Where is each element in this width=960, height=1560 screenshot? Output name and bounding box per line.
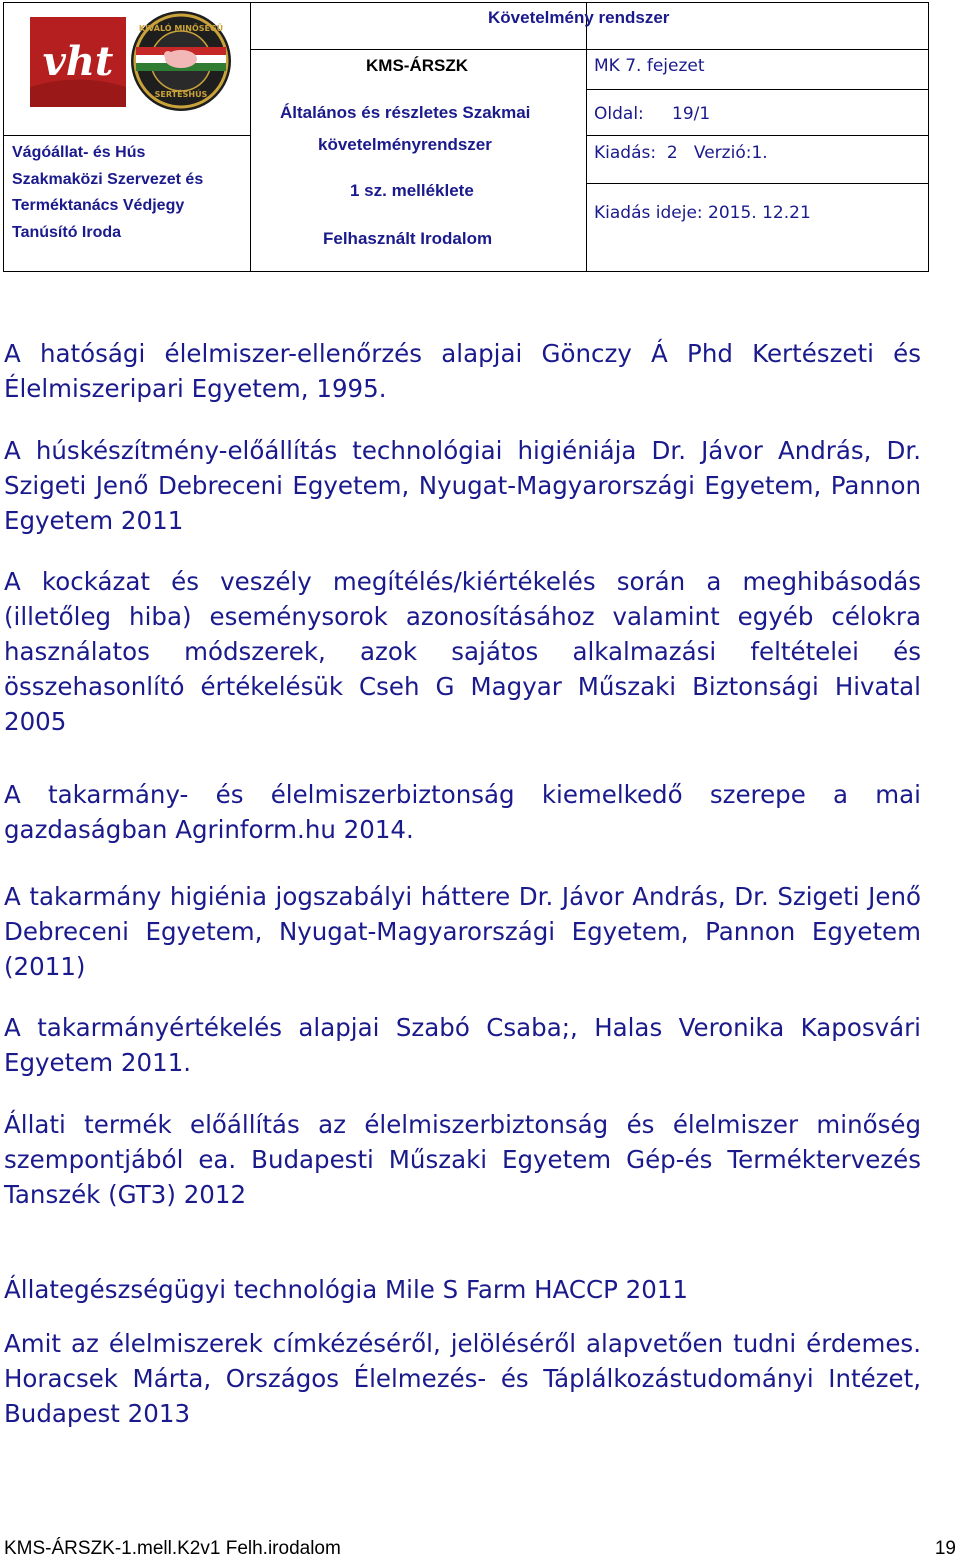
logo-text: vht bbox=[42, 38, 114, 85]
header-divider bbox=[586, 183, 928, 184]
quality-seal-logo bbox=[128, 9, 234, 113]
org-line: Tanúsító Iroda bbox=[12, 223, 122, 241]
header-top-title: Követelmény rendszer bbox=[488, 8, 670, 27]
footer-page-number: 19 bbox=[934, 1538, 956, 1559]
reference-item: A hatósági élelmiszer-ellenőrzés alapjai Gönczy Á Phd Kertészeti és Élelmiszeripari Egyetem, 1995. bbox=[4, 339, 921, 403]
header-annex: 1 sz. melléklete bbox=[350, 181, 474, 200]
reference-item: Amit az élelmiszerek címkézéséről, jelöléséről alapvetően tudni érdemes. Horacsek Márta, Országos Élelmezés- és Táplálkozástudományi Intézet, Budapest 2013 bbox=[4, 1329, 921, 1428]
organization-name bbox=[12, 140, 203, 246]
reference-item: Állati termék előállítás az élelmiszerbiztonság és élelmiszer minőség szempontjából ea. Budapesti Műszaki Egyetem Gép-és Terméktervezés Tanszék (GT3) 2012 bbox=[4, 1110, 921, 1209]
reference-item: Állategészségügyi technológia Mile S Farm HACCP 2011 bbox=[4, 1275, 689, 1304]
header-divider bbox=[586, 135, 928, 136]
header-divider bbox=[250, 3, 251, 271]
header-chapter: MK 7. fejezet bbox=[594, 56, 705, 76]
vht-logo bbox=[30, 17, 126, 107]
header-code: KMS-ÁRSZK bbox=[366, 56, 468, 75]
seal-text-bottom: SERTÉSHÚS bbox=[154, 90, 208, 99]
header-divider bbox=[4, 135, 250, 136]
seal-text-top: KIVÁLÓ MINŐSÉGŰ bbox=[138, 24, 224, 33]
header-page-label: Oldal: bbox=[594, 104, 644, 124]
header-page-value: 19/1 bbox=[672, 104, 711, 124]
header-issue-date: Kiadás ideje: 2015. 12.21 bbox=[594, 203, 811, 223]
reference-item: A takarmány- és élelmiszerbiztonság kiemelkedő szerepe a mai gazdaságban Agrinform.hu 2014. bbox=[4, 780, 921, 844]
document-header bbox=[3, 2, 929, 272]
header-doc-title-line1: Általános és részletes Szakmai bbox=[280, 103, 531, 122]
org-line: Vágóállat- és Hús bbox=[12, 144, 146, 161]
reference-item: A takarmányértékelés alapjai Szabó Csaba;, Halas Veronika Kaposvári Egyetem 2011. bbox=[4, 1013, 921, 1077]
reference-item: A takarmány higiénia jogszabályi háttere Dr. Jávor András, Dr. Szigeti Jenő Debreceni Egyetem, Nyugat-Magyarországi Egyetem, Pannon Egyetem (2011) bbox=[4, 882, 921, 981]
header-section: Felhasznált Irodalom bbox=[323, 229, 493, 248]
reference-item: A húskészítmény-előállítás technológiai higiéniája Dr. Jávor András, Dr. Szigeti Jenő Debreceni Egyetem, Nyugat-Magyarországi Egyetem, Pannon Egyetem 2011 bbox=[4, 436, 921, 535]
footer-document-id: KMS-ÁRSZK-1.mell.K2v1 Felh.irodalom bbox=[4, 1538, 341, 1559]
org-line: Szakmaközi Szervezet és bbox=[12, 170, 204, 188]
header-issue: Kiadás: 2 Verzió:1. bbox=[594, 143, 768, 163]
reference-item: A kockázat és veszély megítélés/kiértékelés során a meghibásodás (illetőleg hiba) eseménysorok azonosításához valamint egyéb célokra használatos módszerek, azok sajátos alkalmazási feltételei és összehasonlító értékelésük Cseh G Magyar Műszaki Biztonsági Hivatal 2005 bbox=[4, 567, 921, 736]
header-divider bbox=[586, 89, 928, 90]
header-doc-title-line2: követelményrendszer bbox=[318, 135, 492, 154]
header-divider bbox=[250, 49, 928, 50]
header-divider bbox=[586, 3, 587, 271]
org-line: Terméktanács Védjegy bbox=[12, 197, 185, 214]
